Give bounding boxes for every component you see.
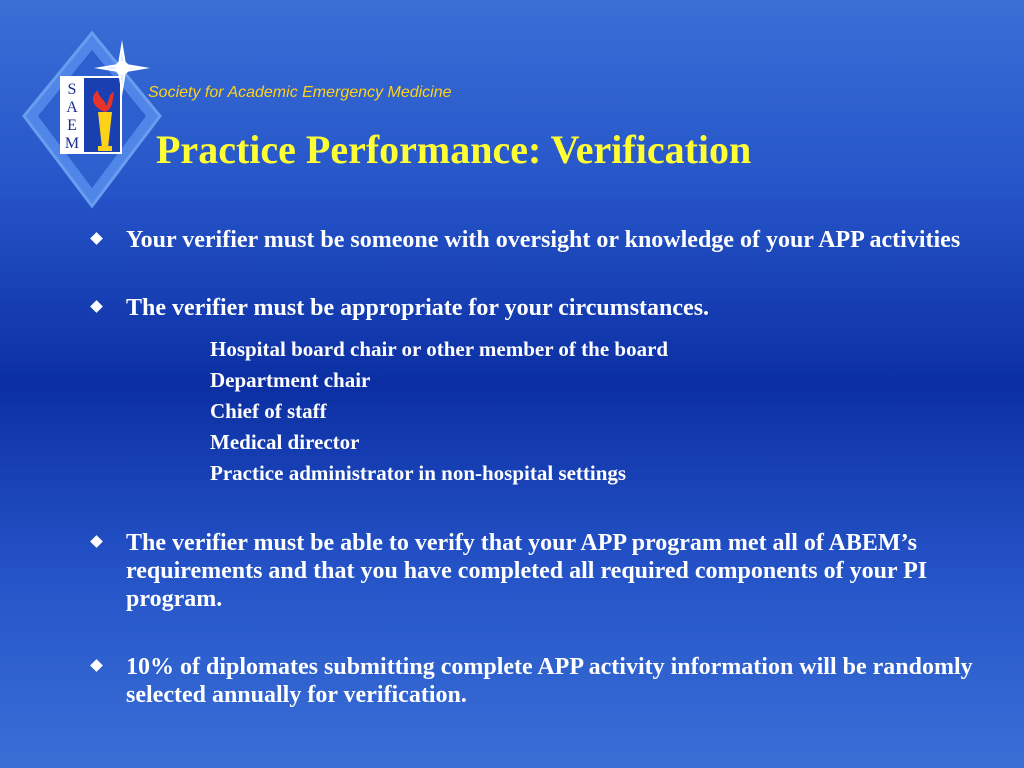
bullet-verifier-requirements	[88, 529, 988, 613]
bullet-text: The verifier must be able to verify that your APP program met all of ABEM’s requirements and that you have completed all required components of your PI program.	[126, 530, 928, 612]
diamond-bullet-icon	[90, 232, 103, 245]
bullet-verifier-appropriate	[88, 294, 988, 322]
organization-name: Society for Academic Emergency Medicine	[148, 84, 452, 101]
bullet-verifier-oversight	[88, 226, 988, 254]
slide-title: Practice Performance: Verification	[156, 127, 752, 172]
list-item: Department chair	[210, 368, 371, 392]
verifier-examples-list	[210, 334, 988, 489]
diamond-bullet-icon	[90, 659, 103, 672]
logo-letter-s: S	[67, 81, 77, 98]
bullet-text: Your verifier must be someone with oversight or knowledge of your APP activities	[126, 227, 961, 253]
saem-logo	[22, 28, 202, 213]
logo-letter-a: A	[66, 99, 78, 116]
bullet-random-selection	[88, 653, 988, 709]
list-item: Medical director	[210, 430, 360, 454]
slide-content	[88, 226, 988, 709]
bullet-text: 10% of diplomates submitting complete APP activity information will be randomly selected annually for verification.	[126, 654, 973, 708]
list-item: Hospital board chair or other member of the board	[210, 337, 669, 361]
list-item: Practice administrator in non-hospital settings	[210, 461, 627, 485]
diamond-bullet-icon	[90, 300, 103, 313]
list-item: Chief of staff	[210, 399, 327, 423]
diamond-bullet-icon	[90, 535, 103, 548]
logo-letter-e: E	[67, 117, 77, 134]
logo-letter-m: M	[64, 135, 80, 152]
bullet-text: The verifier must be appropriate for your circumstances.	[126, 295, 710, 321]
